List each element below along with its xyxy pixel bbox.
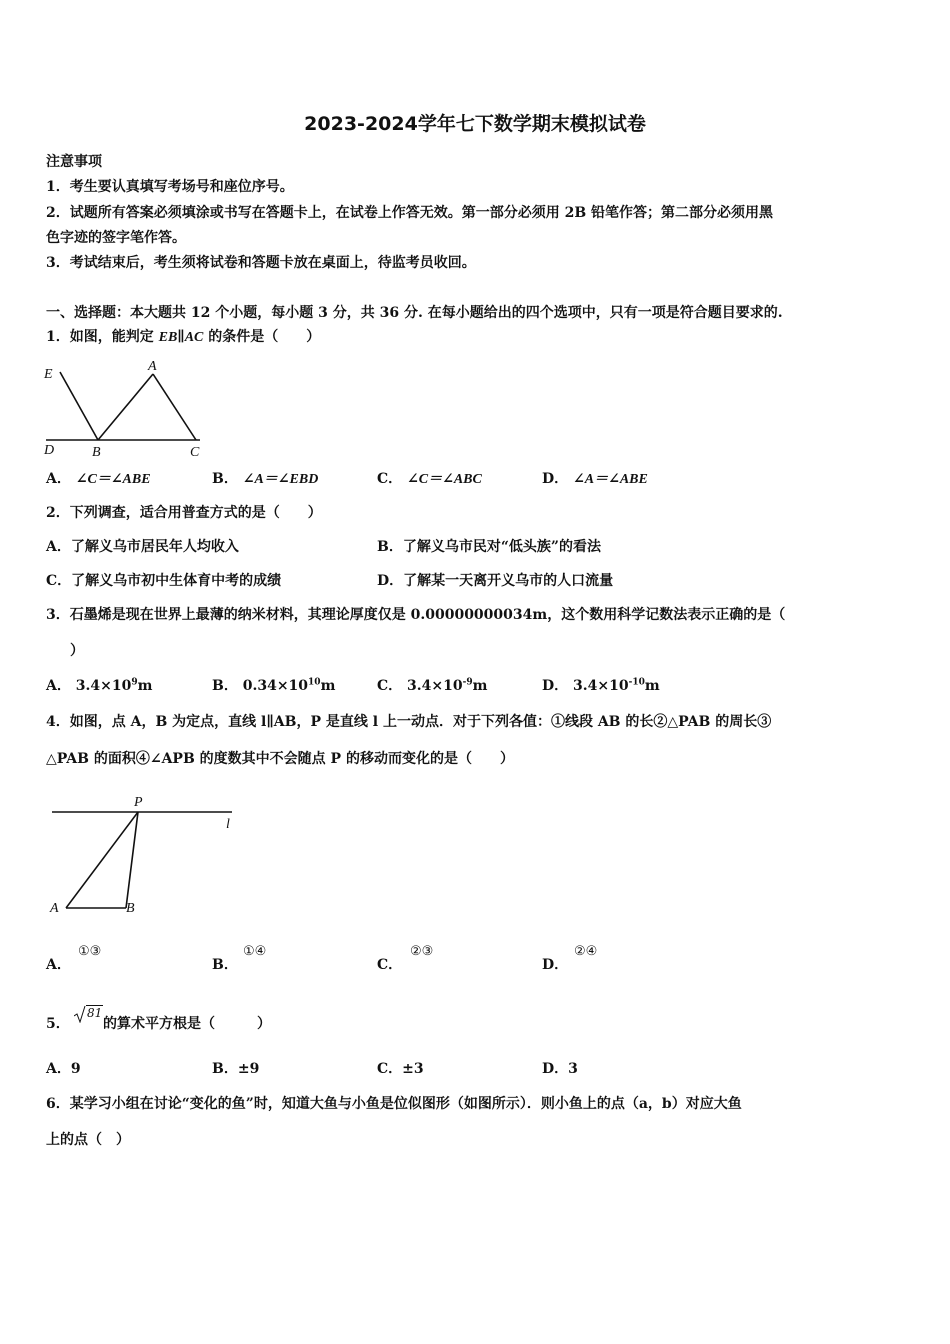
question-5-stem: 的算术平方根是（ ） [103,1016,271,1032]
question-5-number: 5． [46,1016,70,1032]
q1-option-b[interactable]: B． ∠A＝∠EBD [212,471,319,487]
question-6-stem: 6．某学习小组在讨论“变化的鱼”时，知道大鱼与小鱼是位似图形（如图所示）．则小鱼上的点（a，b）对应大鱼 [46,1096,742,1112]
q4-option-c-text: ②③ [410,944,434,959]
question-4-stem: 4．如图，点 A，B 为定点，直线 l∥AB，P 是直线 l 上一动点．对于下列各值：①线段 AB 的长②△PAB 的周长③ [46,714,772,730]
q4-label-l: l [226,817,230,832]
q4-label-b: B [126,901,135,916]
notice-item-1: 1．考生要认真填写考场号和座位序号。 [46,179,294,195]
q3-option-b[interactable]: B． $0.34\times 10^{10}m$ [212,677,336,694]
notice-item-3: 3．考试结束后，考生须将试卷和答题卡放在桌面上，待监考员收回。 [46,255,476,271]
q3-option-c[interactable]: C． $3.4\times 10^{-9}m$ [377,677,488,694]
q4-option-d[interactable]: D． [542,957,569,973]
q1-label-b: B [92,445,101,460]
question-4-stem-cont: △PAB 的面积④∠APB 的度数其中不会随点 P 的移动而变化的是（ ） [46,751,514,767]
q2-option-a[interactable]: A．了解义乌市居民年人均收入 [46,539,239,555]
notice-heading: 注意事项 [46,154,102,170]
sqrt-symbol-icon [74,1005,86,1023]
q1-option-d[interactable]: D． ∠A＝∠ABE [542,471,648,487]
q2-option-d[interactable]: D．了解某一天离开义乌市的人口流量 [377,573,614,589]
q1-label-e: E [44,367,53,382]
q5-option-d[interactable]: D．3 [542,1061,578,1077]
q1-label-a: A [148,359,157,374]
q2-option-c[interactable]: C．了解义乌市初中生体育中考的成绩 [46,573,282,589]
q3-option-a[interactable]: A． $3.4\times 10^9m$ [46,677,153,694]
q5-option-a[interactable]: A．9 [46,1061,81,1077]
q5-option-b[interactable]: B．±9 [212,1061,260,1077]
question-6-stem-cont: 上的点（ ） [46,1132,130,1148]
q4-option-d-text: ②④ [574,944,598,959]
q1-stem-math: EB∥AC [158,330,204,345]
q5-sqrt [74,1003,103,1023]
q2-option-b[interactable]: B．了解义乌市民对“低头族”的看法 [377,539,601,555]
q4-option-b[interactable]: B． [212,957,238,973]
q4-label-a: A [50,901,59,916]
q4-option-a[interactable]: A． [46,957,71,973]
notice-item-2-cont: 色字迹的签字笔作答。 [46,230,186,246]
q1-figure [40,356,220,460]
question-3-stem-cont: ） [70,643,84,659]
q4-figure [46,790,246,920]
section-heading: 一、选择题：本大题共 12 个小题，每小题 3 分，共 36 分. 在每小题给出的四个选项中，只有一项是符合题目要求的. [46,305,783,321]
notice-item-2: 2．试题所有答案必须填涂或书写在答题卡上，在试卷上作答无效。第一部分必须用 2B 铅笔作答；第二部分必须用黑 [46,205,774,221]
q5-radicand: 81 [87,1006,103,1020]
q3-option-d[interactable]: D． $3.4\times 10^{-10}m$ [542,677,660,694]
question-3-stem: 3．石墨烯是现在世界上最薄的纳米材料，其理论厚度仅是 0.00000000034m，这个数用科学记数法表示正确的是（ [46,607,786,623]
q1-stem-suffix: 的条件是（ ） [203,329,321,345]
q4-label-p: P [134,795,143,810]
q4-option-c[interactable]: C． [377,957,403,973]
question-2-stem: 2．下列调查，适合用普查方式的是（ ） [46,505,322,521]
q4-option-b-text: ①④ [243,944,267,959]
q1-option-a[interactable]: A． ∠C＝∠ABE [46,471,151,487]
q5-option-c[interactable]: C．±3 [377,1061,424,1077]
page-title: 2023-2024学年七下数学期末模拟试卷 [304,113,646,135]
question-1-stem [46,327,320,348]
q1-label-d: D [44,443,55,458]
q4-option-a-text: ①③ [78,944,102,959]
q1-option-c[interactable]: C． ∠C＝∠ABC [377,471,482,487]
q1-label-c: C [190,445,200,460]
q1-stem-prefix: 1．如图，能判定 [46,329,159,345]
